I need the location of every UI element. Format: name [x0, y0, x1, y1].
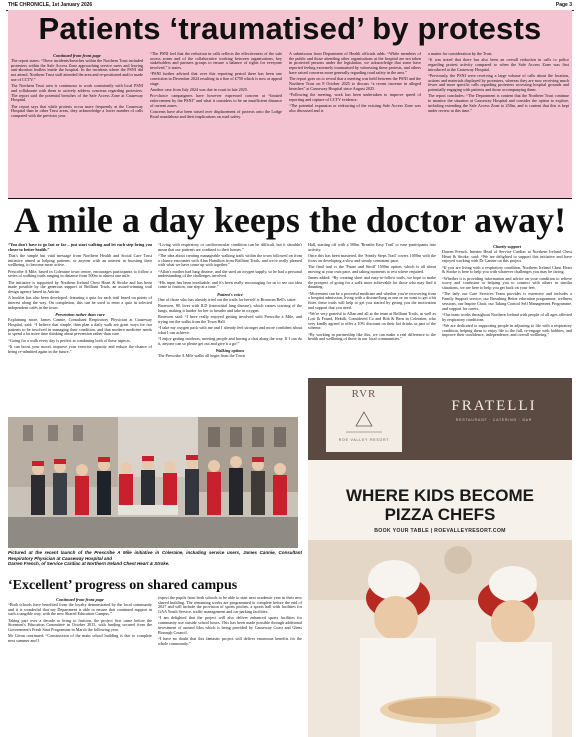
second-story-headline: A mile a day keeps the doctor away!: [13, 200, 567, 240]
top-story-kicker: Continued from front page: [53, 53, 101, 58]
fratelli-advert[interactable]: [308, 378, 572, 737]
restaurant-name: FRATELLI: [451, 398, 537, 414]
paragraph: Darren French, Interim Head of Service Cardiac at Northern Ireland Chest Heart & Stroke, said: “We are delighted to support this initiative and have enjoyed working with Dr Cannie on this project.: [442, 249, 572, 264]
paragraph: The report says that while protests occur more frequently at the Causeway Hospital than in other Trust areas, they acknowledge a lower number of calls compared with the previous year.: [11, 103, 143, 118]
paragraph: “The PSNI feel that the reduction in calls reflects the effectiveness of the safe access zones and of the collaborative working between organisations, key stakeholders and partners groups to ensure a balance of rights for everyone involved,” it states.: [150, 52, 282, 71]
photo-caption: [8, 550, 302, 567]
paragraph: “I have no doubt that this fantastic project will deliver enormous benefits for the whole community.”: [158, 635, 302, 646]
paragraph: “We are dedicated to supporting people in adjusting to life with a respiratory condition, helping them to enjoy life to the full, re-engage with hobbies, and improve their confidence, independence, and overall wellbeing.”: [442, 322, 572, 338]
paragraph: James added: “By creating short and easy-to-follow trails, we hope to make the prospect of going for a walk more achievable for those who may find it daunting.: [308, 275, 436, 290]
third-story-col-2: [158, 596, 302, 736]
paragraph: Prescribe A Mile, based in Coleraine town centre, encourages participants to follow a series of walking trails ranging in distance from 500m to almost one mile.: [8, 268, 152, 279]
paragraph: “By working in partnership like this, we can make a real difference to the health and wellbeing of those in our local communities.”: [308, 331, 436, 342]
advert-cta[interactable]: BOOK YOUR TABLE | ROEVALLEYRESORT.COM: [374, 528, 506, 534]
paragraph: Once this has been mastered, the 'Steady Steps Trail' covers 1000m with the focus on developing a slow and steady consistent pace.: [308, 253, 436, 263]
top-story-col-3: [289, 52, 421, 196]
second-story-col-4: [442, 243, 572, 377]
paragraph: The initiative is supported by Northern Ireland Chest Heart & Stroke and has been made possible by the generous support of Brilliant Trails, an award-winning trail design agency based in Antrim.: [8, 279, 152, 295]
paragraph: Concerns have also been raised over displacement of protests onto the Lodge Road roundabout and their implications on road safety.: [150, 109, 282, 119]
paragraph: “Both schools have benefited from the loyalty demonstrated by the local community and it is wonderful that my Department is able to ensure that continued support in such a tangible way, with the new Shared Education Campus.”: [8, 602, 152, 617]
paragraph: “I take my oxygen pack with me and I already feel stronger and more confident about what I can achieve.: [158, 325, 302, 335]
second-story-col-1: [8, 243, 152, 415]
subheading: Charity support: [493, 244, 521, 249]
kids-chefs-illustration: [308, 540, 572, 737]
paragraph: The report states: “These incidents/breaches within the Northern Trust included protesters within the Safe Access Zone approaching service users and leaving anti-abortion leaflets inside the hospital. In the incidents where the PSNI did not attend, Northern Trust staff attended the area and re-positioned and/or made use of CCTV.”: [11, 58, 143, 82]
paragraph: Hall, starting off with a 500m 'Breathe Easy Trail' to ease participants into activity.: [308, 243, 436, 252]
top-story-col-4: [428, 52, 569, 196]
advert-headline-line-2: PIZZA CHEFS: [384, 505, 496, 524]
caption-line-1: Pictured at the recent launch of the Prescribe A Mile initiative in Coleraine, including service users, James Cannie, Consultant Respiratory Physician at Causeway Hospital and: [8, 550, 302, 561]
paragraph: “The idea about creating manageable walking trails within the town followed on from a chance encounter with Alan Hamilton from Brilliant Trails, and we're really pleased with what we have come up with together.”: [158, 253, 302, 268]
subheading: Prevention rather than cure: [55, 312, 105, 318]
paragraph: a matter for consideration by the Trust.: [428, 52, 493, 56]
paragraph: The report concludes: “The Department is content that the Northern Trust continue to monitor the situation at Causeway Hospital and consider the option to explore, including extending the Safe Access Zone to 250m, and is content that this is kept under review at this time.”: [428, 93, 569, 113]
paragraph: Explaining more, James Cannie, Consultant Respiratory Physician at Causeway Hospital, said: “I believe that simple, than plan a daily walk are great ways for our patients to be involved in managing their condition, and that modern medicine needs to spend a lot more time thinking about prevention rather than cure.: [8, 317, 152, 337]
top-story-headline: Patients ‘traumatised’ by protests: [38, 11, 542, 46]
launch-group-photo: [8, 417, 298, 548]
paragraph: “It was noted that there has also been an overall reduction in calls to police regarding protest activity compared to when the Safe Access Zone was first introduced at the Causeway Hospital.: [428, 57, 569, 72]
paragraph: Taking part over a decade to bring to fruition, the project first came before the Stormont's Education Committee in October 2015, with funding secured from the Government's Fresh Start Programme in March the following year.: [8, 617, 152, 633]
page-number: Page 3: [555, 2, 572, 8]
paragraph: “The potential expansion or redrawing of the existing Safe Access Zone was also discussed and is: [289, 102, 421, 113]
paragraph: “Our team works throughout Northern Ireland with people of all ages affected by respiratory conditions.: [442, 311, 572, 322]
paragraph: One of those who has already tried out the trails for herself is Bronwen Bell's sister.: [158, 296, 297, 302]
advert-headline-line-1: WHERE KIDS BECOME: [346, 486, 534, 505]
paragraph: Bronwen said: “I have really enjoyed getting involved with Prescribe a Mile, and trying out the walks from the Town Hall.: [158, 314, 302, 324]
group-photo-illustration: [8, 417, 298, 548]
paragraph: “I am delighted that the project will also deliver enhanced sports facilities for community use outside school hours. This has been made possible through additional investment of around £4m which is being provided by Causeway Coast and Glens Borough Council.: [158, 615, 302, 635]
top-story-col-2: [150, 52, 282, 196]
paragraph: The final trail is the 'Pause and Stroll' 1500m option, which is all about moving at your own pace, and taking moments to rest where required.: [308, 264, 436, 274]
paragraph: “His input has been invaluable, and it's been really encouraging for us to see our idea come to fruition, one step at a time.”: [158, 279, 302, 290]
paragraph: “We're very grateful to Allan and all at the team at Brilliant Trails, as well as Lost & Found, Hektik, Considered Co and Bob & Bern in Coleraine, who very kindly agreed to offer a 10% discount on their hot drinks as part of the scheme.: [308, 311, 436, 331]
top-story-panel: [8, 10, 572, 199]
paragraph: Mr Givan continued: “Construction of the main school building is due to complete next summer and I: [8, 633, 152, 644]
paragraph: “Whether it is providing information and advice on your condition to relieve worry and confusion or helping you to connect with others in similar situations, we are here to help you get back on your feet.: [442, 275, 572, 291]
paragraph: “The lady our Care Services Team provides is extensive and includes a Family Support service, our Breathing Better education programme, wellness sessions, our Inspire Choir, our Taking Control Self Management Programme, and support for carers.: [442, 291, 572, 311]
second-story-col-3: [308, 243, 436, 377]
paragraph: expect the pupils from both schools to be able to start next academic year in their new shared building. The remaining works are programmed to complete before the end of 2027 and will include the provision of sports pitches, a sports hall with facilities for GAA Youth Service, traffic management and car parking facilities.: [158, 596, 302, 615]
paragraph: Pro-choice campaigners have however expressed concern at “limited enforcement by the PSNI” and what it considers to be an insufficient distance of current zones.: [150, 93, 282, 108]
paragraph: A submission from Department of Health officials adds: “While members of the public and those attending other organisations at the hospital are not taken in protected persons under the legislation, we acknowledge that some have reported feeling extremely traumatised by witnessing these protests, and others have raised concerns more generally regarding road safety in the area.”: [289, 52, 421, 75]
paragraph: “Going for a walk every day is perfect at combining both of these aspects.: [8, 337, 131, 343]
paragraph: The Northern Trust area is continuous to work consistently with local PSNI and collaborate with them to actively address concerns regarding protesters. The report said the potential breaches of the Safe Access Zone at Causeway Hospital.: [11, 83, 143, 103]
venue-logo-text: RVR: [351, 388, 377, 400]
subheading: Patient's voice: [217, 291, 243, 297]
paragraph: “Previously, the PSNI were receiving a large volume of calls about the location, actions and materials displayed by protesters, whereas they are now receiving much fewer and more specific calls regarding protesters accessing hospital grounds and potentially engaging with patients and those accompanying them.: [428, 73, 569, 93]
paragraph: Another case from July 2024 was due in court in late 2025.: [150, 87, 248, 93]
paragraph: “Living with respiratory or cardiovascular condition can be difficult, but it shouldn't mean that our patients are confined to their homes.”: [158, 243, 302, 252]
paragraph: “PSNI further advised that over this reporting period there has been one conviction in December 2024 resulting in a fine of £750 which is now at appeal stage.: [150, 71, 282, 86]
top-story-col-1: [11, 52, 143, 196]
paragraph: “Allan's mother had lung disease, and she used an oxygen supply, so he had a personal understanding of the challenges involved.: [158, 268, 302, 279]
restaurant-subtitle: RESTAURANT · CATERING · BAR: [455, 418, 533, 422]
paragraph: That's the simple but vital message from Northern Health and Social Care Trust initiative aimed at helping patients, or anyone with an interest in boosting their wellbeing, to become more active.: [8, 253, 152, 268]
third-story-col-1: [8, 596, 152, 736]
kids-pizza-photo: [308, 540, 572, 737]
paragraph: The report goes on to reveal that a meeting was held between the PSNI and the Northern Trust on 8 October 2025 to discuss “a recent increase in alleged breaches” at Causeway Hospital since August 2025.: [289, 76, 421, 91]
subheading: Walking options: [215, 348, 245, 353]
paragraph: “If you are living with a respiratory condition, Northern Ireland Chest Heart & Stroke is here to help you with whatever challenges you may be facing.: [442, 264, 572, 275]
paragraph: “I enjoy getting outdoors, meeting people and having a chat along the way. If I can do it, anyone can so please get out and give it a go!”: [158, 336, 302, 346]
third-story-kicker: Continued from front page: [56, 597, 104, 602]
masthead-title: THE CHRONICLE, 1st January 2026: [8, 2, 93, 8]
venue-name: ROE VALLEY RESORT: [338, 438, 390, 442]
third-story-headline: ‘Excellent’ progress on shared campus: [8, 578, 238, 593]
paragraph: A booklet has also been developed, featuring a quiz for each trail based on points of interest along the way. On completion, this can be used to enter a quiz in selected independent cafés in the town.: [8, 295, 152, 310]
advert-headline: [308, 486, 572, 524]
paragraph: “You don't have to go fast or far – just start walking and let each step bring you closer to better health.”: [8, 243, 152, 252]
paragraph: Bronwen, 80, lives with ILD (interstitial lung disease), which causes scarring of the lungs, making it harder for her to breathe and take in oxygen.: [158, 303, 302, 313]
paragraph: “Following the meeting, work has been undertaken to improve speed of reporting and capture of CCTV evidence.: [289, 91, 421, 102]
paragraph: “It can boost your mood, improve your exercise capacity and reduce the chance of being re-admitted again in the future.”: [8, 343, 152, 354]
caption-line-2: Darren French, of Service Cardiac at Northern Ireland Chest Heart & Stroke.: [8, 561, 170, 567]
second-story-col-2: [158, 243, 302, 415]
paragraph: “Movement can be a powerful medicine and whether you're recovering from a hospital admission, living with a disease/lung or one or on want to get a bit fitter, these trails will help to get you started by giving you the motivation and support that you need.: [308, 290, 436, 310]
paragraph: The Prescribe A Mile walks all begin from the Town: [158, 353, 245, 358]
